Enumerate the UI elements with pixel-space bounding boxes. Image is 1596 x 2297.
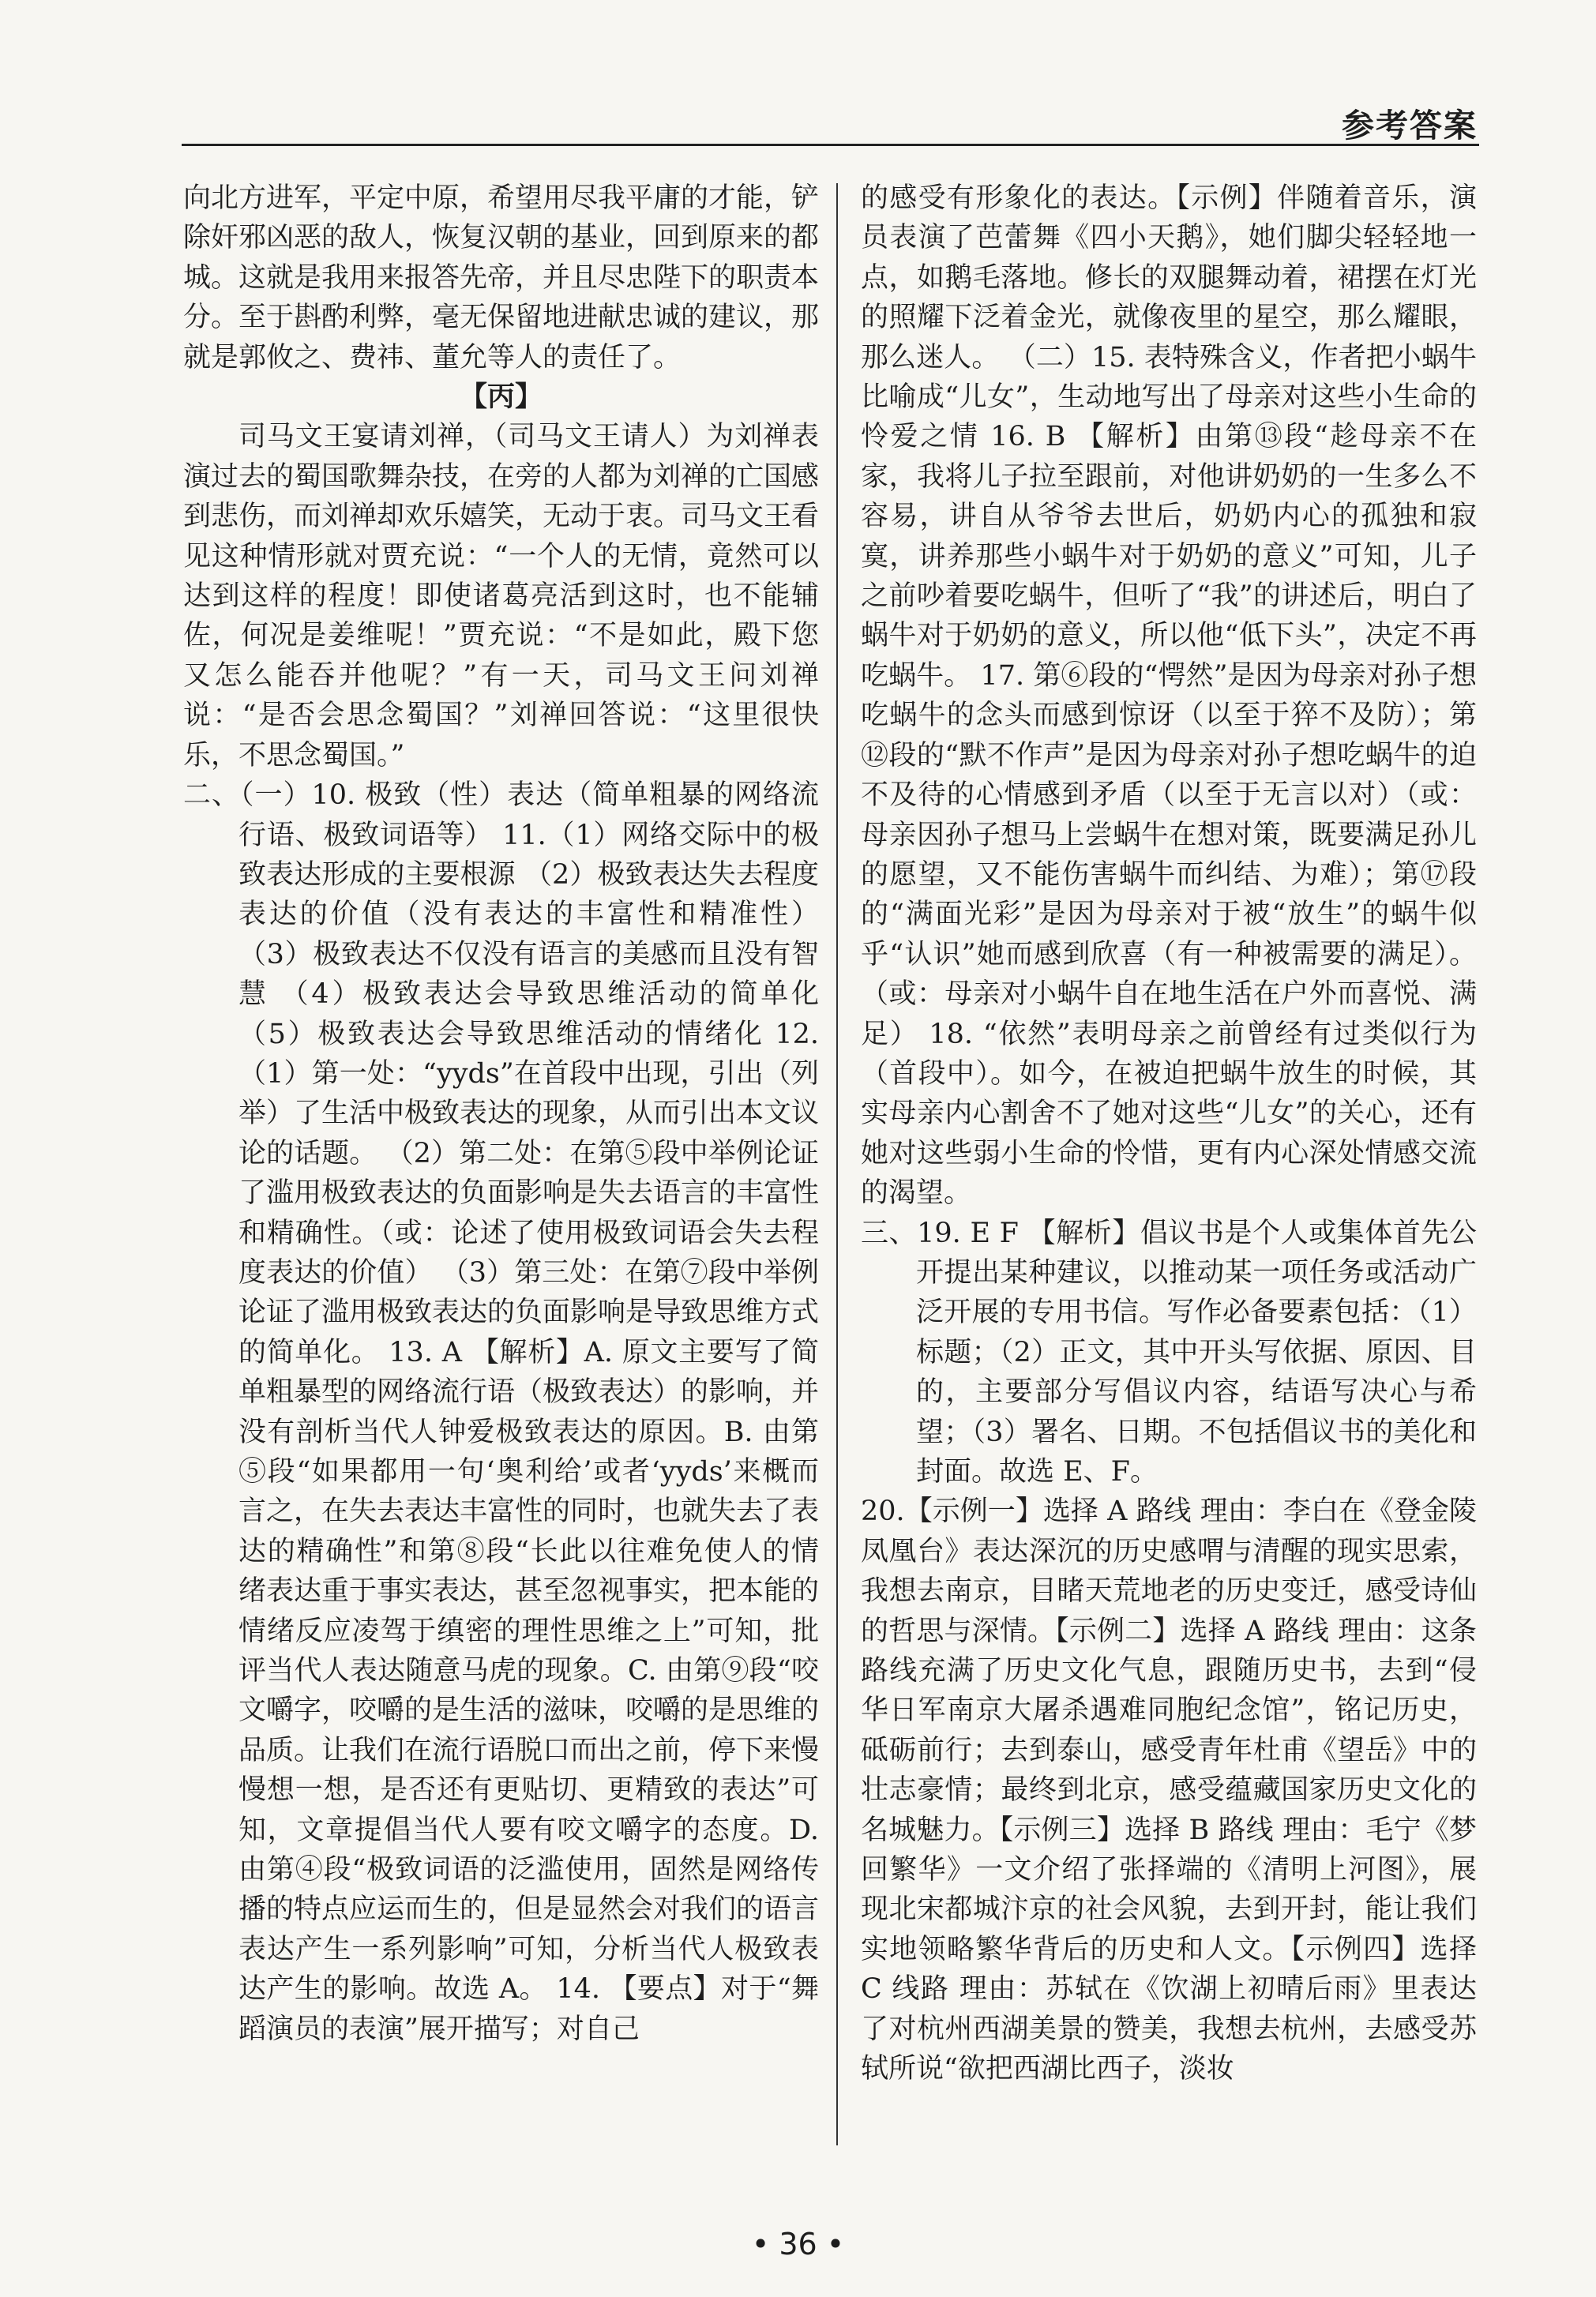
page-header-title: 参考答案 [1342, 107, 1478, 145]
column-divider [836, 183, 838, 2145]
left-column [183, 178, 819, 2049]
left-paragraph-2: 司马文王宴请刘禅，（司马文王请人）为刘禅表演过去的蜀国歌舞杂技，在旁的人都为刘禅的亡国感到悲伤，而刘禅却欢乐嬉笑，无动于衷。司马文王看见这种情形就对贾充说：“一个人的无情，竟然可以达到这样的程度！即使诸葛亮活到这时，也不能辅佐，何况是姜维呢！”贾充说：“不是如此，殿下您又怎么能吞并他呢？”有一天，司马文王问刘禅说：“是否会思念蜀国？”刘禅回答说：“这里很快乐，不思念蜀国。” [183, 421, 820, 771]
page-number: • 36 • [751, 2227, 845, 2261]
right-paragraph-2: 三、19. E F 【解析】倡议书是个人或集体首先公开提出某种建议，以推动某一项任务或活动广泛开展的专用书信。写作必备要素包括：（1）标题；（2）正文，其中开头写依据、原因、目的，主要部分写倡议内容，结语写决心与希望；（3）署名、日期。不包括倡议书的美化和封面。故选 E、F。 [861, 1217, 1477, 1488]
right-paragraph-1: 的感受有形象化的表达。【示例】伴随着音乐，演员表演了芭蕾舞《四小天鹅》，她们脚尖轻轻地一点，如鹅毛落地。修长的双腿舞动着，裙摆在灯光的照耀下泛着金光，就像夜里的星空，那么耀眼，那么迷人。 （二）15. 表特殊含义，作者把小蜗牛比喻成“儿女”，生动地写出了母亲对这些小生命的怜爱之情 16. B 【解析】由第⑬段“趁母亲不在家，我将儿子拉至跟前，对他讲奶奶的一生多么不容易，讲自从爷爷去世后，奶奶内心的孤独和寂寞，讲养那些小蜗牛对于奶奶的意义”可知，儿子之前吵着要吃蜗牛，但听了“我”的讲述后，明白了蜗牛对于奶奶的意义，所以他“低下头”，决定不再吃蜗牛。 17. 第⑥段的“愕然”是因为母亲对孙子想吃蜗牛的念头而感到惊讶（以至于猝不及防）；第⑫段的“默不作声”是因为母亲对孙子想吃蜗牛的迫不及待的心情感到矛盾（以至于无言以对）（或：母亲因孙子想马上尝蜗牛在想对策，既要满足孙儿的愿望，又不能伤害蜗牛而纠结、为难）；第⑰段的“满面光彩”是因为母亲对于被“放生”的蜗牛似乎“认识”她而感到欣喜（有一种被需要的满足）。（或：母亲对小蜗牛自在地生活在户外而喜悦、满足） 18. “依然”表明母亲之前曾经有过类似行为（首段中）。如今，在被迫把蜗牛放生的时候，其实母亲内心割舍不了她对这些“儿女”的关心，还有她对这些弱小生命的怜惜，更有内心深处情感交流的渴望。 [861, 182, 1477, 1210]
right-paragraph-3: 20.【示例一】选择 A 路线 理由：李白在《登金陵凤凰台》表达深沉的历史感喟与清醒的现实思索，我想去南京，目睹天荒地老的历史变迁，感受诗仙的哲思与深情。【示例二】选择 A 路线 理由：这条路线充满了历史文化气息，跟随历史书，去到“侵华日军南京大屠杀遇难同胞纪念馆”，铭记历史，砥砺前行；去到泰山，感受青年杜甫《望岳》中的壮志豪情；最终到北京，感受蕴藏国家历史文化的名城魅力。【示例三】选择 B 路线 理由：毛宁《梦回繁华》一文介绍了张择端的《清明上河图》，展现北宋都城汴京的社会风貌，去到开封，能让我们实地领略繁华背后的历史和人文。【示例四】选择 C 线路 理由：苏轼在《饮湖上初晴后雨》里表达了对杭州西湖美景的赞美，我想去杭州，去感受苏轼所说“欲把西湖比西子，淡妆 [861, 1496, 1477, 2085]
header-divider [182, 144, 1479, 146]
left-paragraph-1: 向北方进军，平定中原，希望用尽我平庸的才能，铲除奸邪凶恶的敌人，恢复汉朝的基业，回到原来的都城。这就是我用来报答先帝，并且尽忠陛下的职责本分。至于斟酌利弊，毫无保留地进献忠诚的建议，那就是郭攸之、费祎、董允等人的责任了。 [183, 182, 820, 373]
section-bing-title: 【丙】 [459, 381, 543, 414]
left-paragraph-3: 二、（一）10. 极致（性）表达（简单粗暴的网络流行语、极致词语等） 11.（1）网络交际中的极致表达形成的主要根源 （2）极致表达失去程度表达的价值（没有表达的丰富性和精准性） （3）极致表达不仅没有语言的美感而且没有智慧 （4）极致表达会导致思维活动的简单化 （5）极致表达会导致思维活动的情绪化 12.（1）第一处：“yyds”在首段中出现，引出（列举）了生活中极致表达的现象，从而引出本文议论的话题。 （2）第二处：在第⑤段中举例论证了滥用极致表达的负面影响是失去语言的丰富性和精确性。（或：论述了使用极致词语会失去程度表达的价值） （3）第三处：在第⑦段中举例论证了滥用极致表达的负面影响是导致思维方式的简单化。 13. A 【解析】A. 原文主要写了简单粗暴型的网络流行语（极致表达）的影响，并没有剖析当代人钟爱极致表达的原因。B. 由第⑤段“如果都用一句‘奥利给’或者‘yyds’来概而言之，在失去表达丰富性的同时，也就失去了表达的精确性”和第⑧段“长此以往难免使人的情绪表达重于事实表达，甚至忽视事实，把本能的情绪反应凌驾于缜密的理性思维之上”可知，批评当代人表达随意马虎的现象。C. 由第⑨段“咬文嚼字，咬嚼的是生活的滋味，咬嚼的是思维的品质。让我们在流行语脱口而出之前，停下来慢慢想一想，是否还有更贴切、更精致的表达”可知，文章提倡当代人要有咬文嚼字的态度。D. 由第④段“极致词语的泛滥使用，固然是网络传播的特点应运而生的，但是显然会对我们的语言表达产生一系列影响”可知，分析当代人极致表达产生的影响。故选 A。 14. 【要点】对于“舞蹈演员的表演”展开描写；对自己 [183, 779, 820, 2045]
right-column [861, 178, 1477, 2089]
